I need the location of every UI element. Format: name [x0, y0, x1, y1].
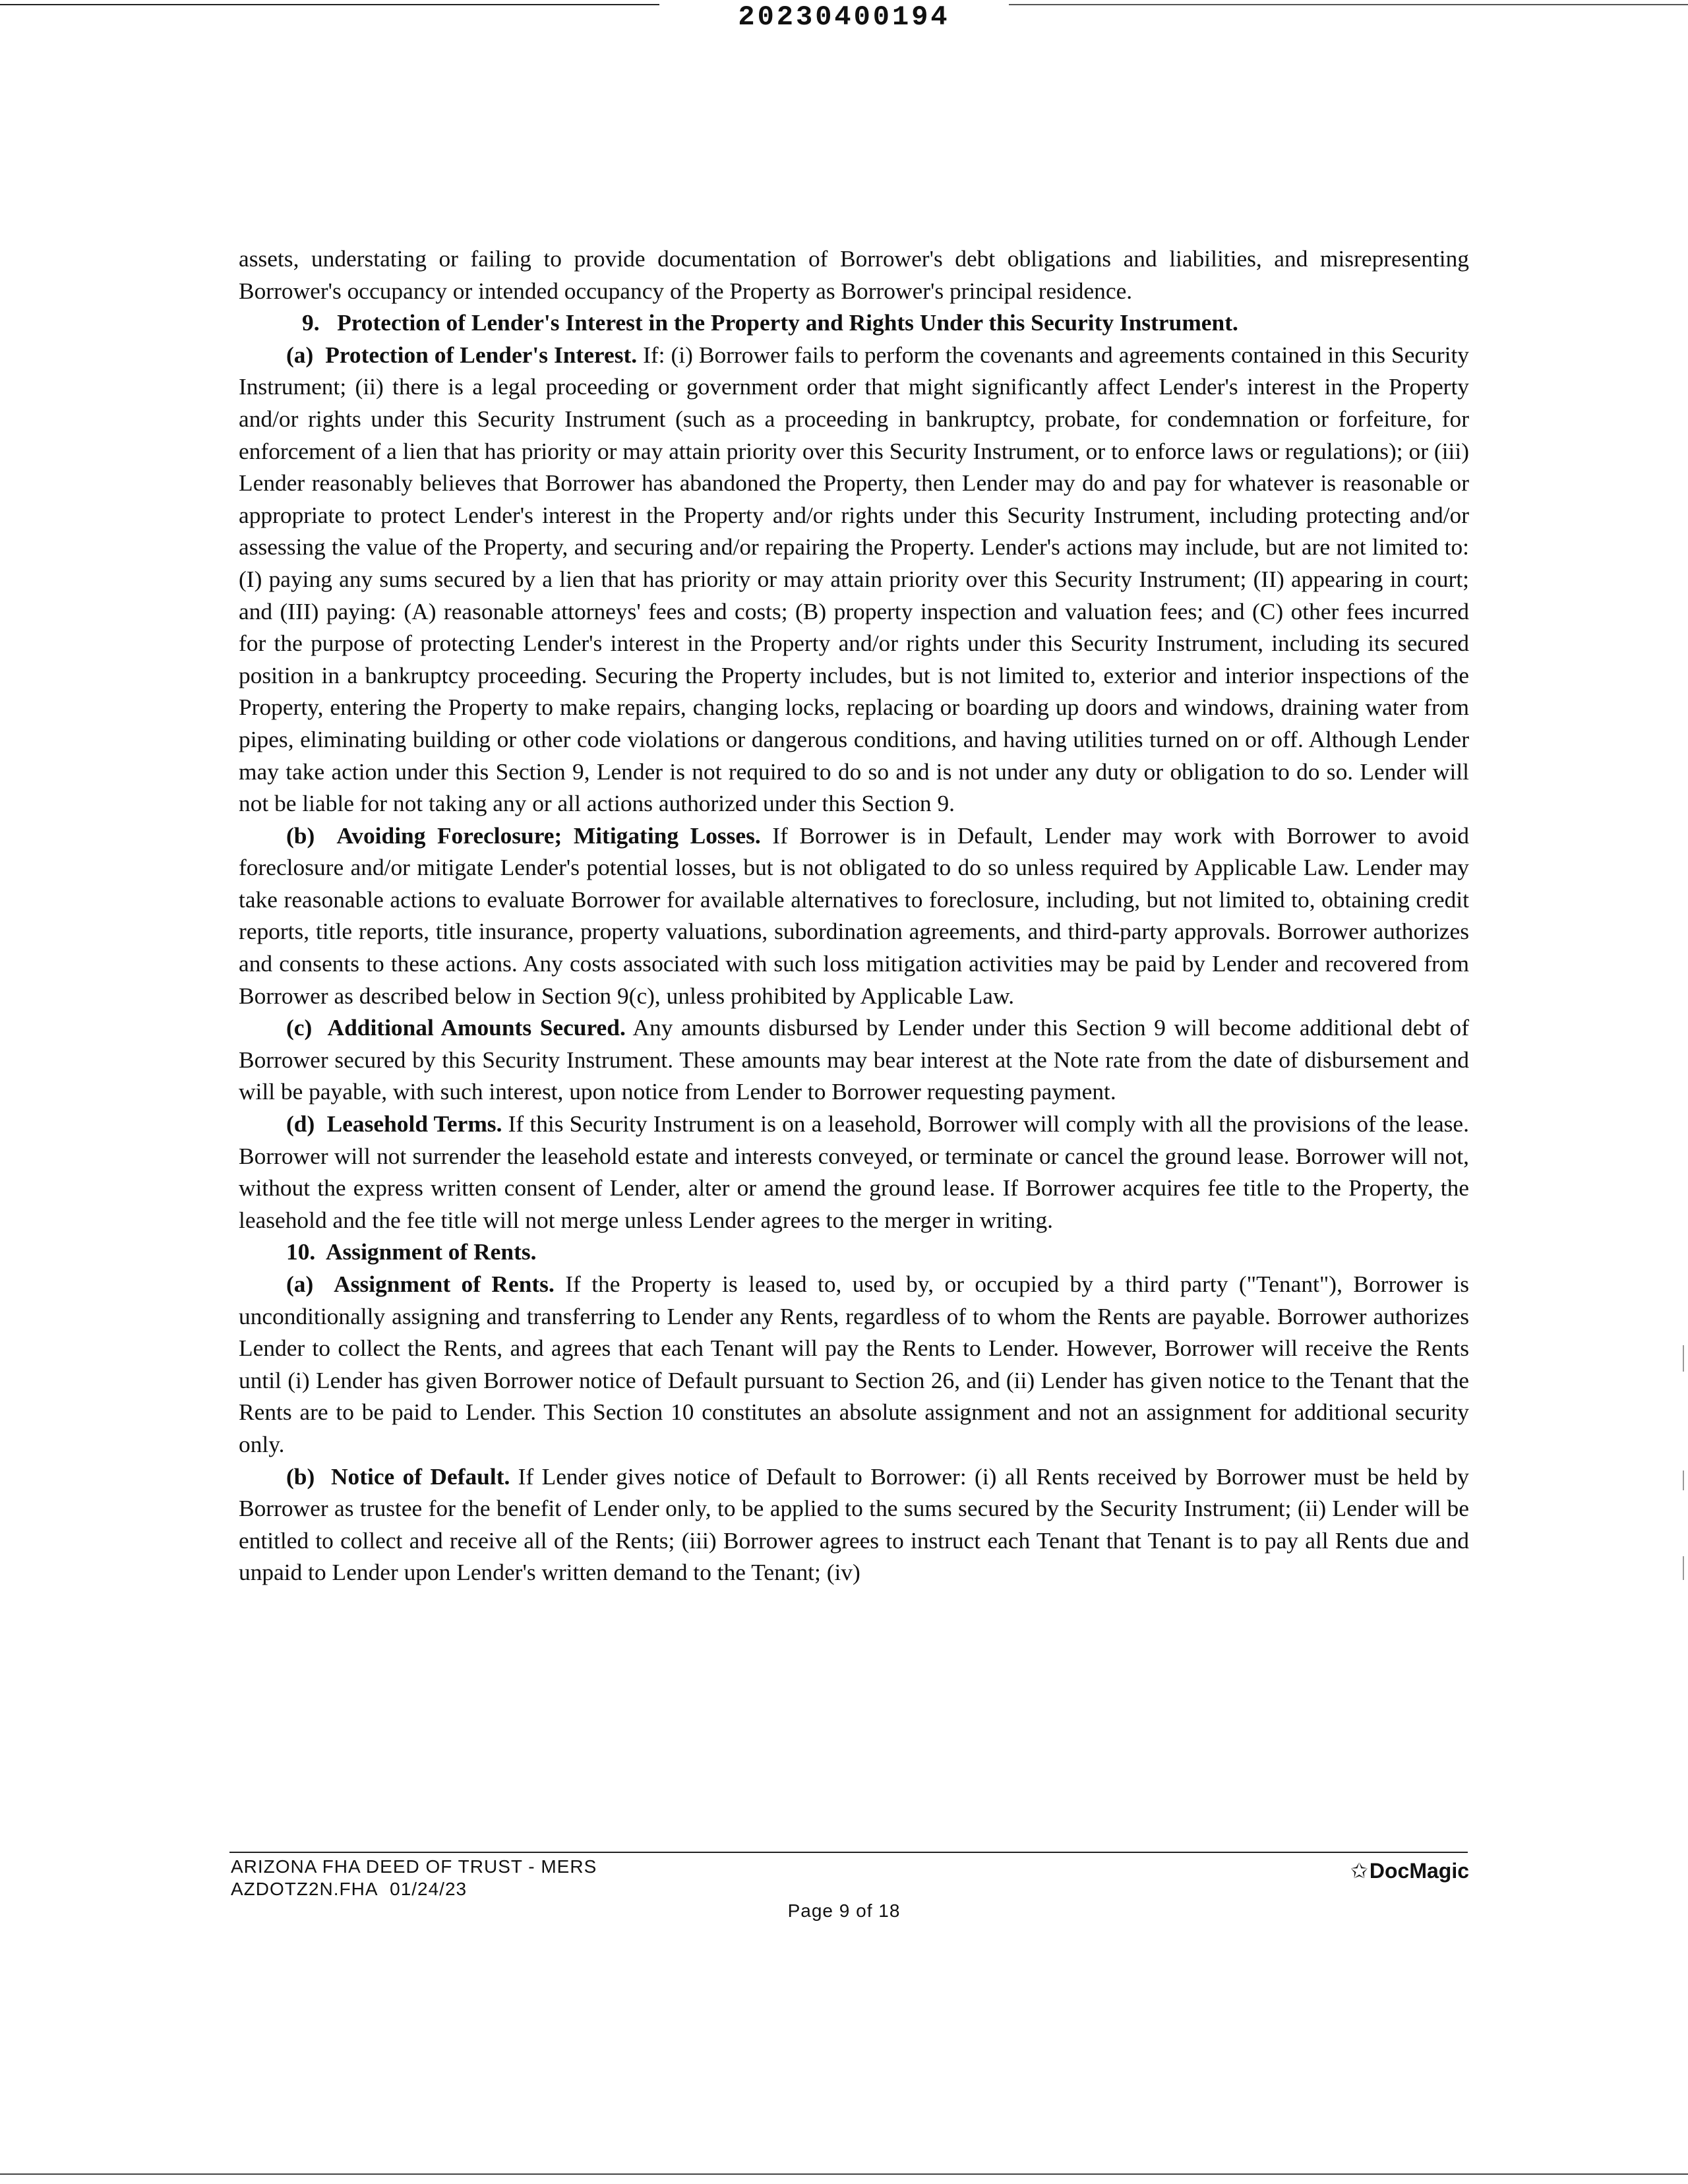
section-9-heading: 9. Protection of Lender's Interest in the Property and Rights Under this Security Instrument. — [302, 309, 1238, 336]
section-10-heading-paragraph — [239, 1236, 1469, 1268]
footer-form-info — [231, 1856, 597, 1900]
section-10b-text: If Lender gives notice of Default to Borrower: (i) all Rents received by Borrower must be held by Borrower as trustee for the benefit of Lender only, to be applied to the sums secured by the Security Instrument; (ii) Lender will be entitled to collect and receive all of the Rents; (iii) Borrower agrees to instruct each Tenant that Tenant is to pay all Rents due and unpaid to Lender upon Lender's written demand to the Tenant; (iv) — [239, 1463, 1469, 1586]
footer-form-code: AZDOTZ2N.FHA 01/24/23 — [231, 1879, 467, 1899]
docmagic-logo — [1292, 1858, 1469, 1883]
bottom-scan-border — [0, 2173, 1688, 2175]
section-9b-paragraph — [239, 820, 1469, 1012]
section-10-heading: 10. Assignment of Rents. — [286, 1238, 537, 1265]
section-10a-text: If the Property is leased to, used by, or occupied by a third party ("Tenant"), Borrower is unconditionally assigning and transferring to Lender any Rents, regardless of to whom the Rents are payable. Borrower authorizes Lender to collect the Rents, and agrees that each Tenant will pay the Rents to Lender. However, Borrower will receive the Rents until (i) Lender has given Borrower notice of Default pursuant to Section 26, and (ii) Lender has given notice to the Tenant that the Rents are to be paid to Lender. This Section 10 constitutes an absolute assignment and not an assignment for additional security only. — [239, 1271, 1469, 1457]
section-10b-heading: (b) Notice of Default. — [286, 1463, 510, 1490]
document-body — [239, 243, 1469, 1589]
section-9a-heading: (a) Protection of Lender's Interest. — [286, 341, 638, 368]
section-10a-heading: (a) Assignment of Rents. — [286, 1271, 555, 1297]
section-9d-paragraph — [239, 1108, 1469, 1236]
section-9a-text: If: (i) Borrower fails to perform the covenants and agreements contained in this Security Instrument; (ii) there is a legal proceeding or government order that might significantly affect Lender's interest in the Property and/or rights under this Security Instrument (such as a proceeding in bankruptcy, probate, for condemnation or forfeiture, for enforcement of a lien that has priority or may attain priority over this Security Instrument, or to enforce laws or regulations); or (iii) Lender reasonably believes that Borrower has abandoned the Property, then Lender may do and pay for whatever is reasonable or appropriate to protect Lender's interest in the Property and/or rights under this Security Instrument, including protecting and/or assessing the value of the Property, and securing and/or repairing the Property. Lender's actions may include, but are not limited to: (I) paying any sums secured by a lien that has priority or may attain priority over this Security Instrument; (II) appearing in court; and (III) paying: (A) reasonable attorneys' fees and costs; (B) property inspection and valuation fees; and (C) other fees incurred for the purpose of protecting Lender's interest in the Property and/or rights under this Security Instrument, including its secured position in a bankruptcy proceeding. Securing the Property includes, but is not limited to, exterior and interior inspections of the Property, entering the Property to make repairs, changing locks, replacing or boarding up doors and windows, draining water from pipes, eliminating building or other code violations or dangerous conditions, and having utilities turned on or off. Although Lender may take action under this Section 9, Lender is not required to do so and is not under any duty or obligation to do so. Lender will not be liable for not taking any or all actions authorized under this Section 9. — [239, 341, 1469, 817]
section-9c-text: Any amounts disbursed by Lender under this Section 9 will become additional debt of Borrower secured by this Security Instrument. These amounts may bear interest at the Note rate from the date of disbursement and will be payable, with such interest, upon notice from Lender to Borrower requesting payment. — [239, 1014, 1469, 1105]
section-10a-paragraph — [239, 1268, 1469, 1461]
section-9b-text: If Borrower is in Default, Lender may work with Borrower to avoid foreclosure and/or mitigate Lender's potential losses, but is not obligated to do so unless required by Applicable Law. Lender may take reasonable actions to evaluate Borrower for available alternatives to foreclosure, including, but not limited to, obtaining credit reports, title reports, title insurance, property valuations, subordination agreements, and third-party approvals. Borrower authorizes and consents to these actions. Any costs associated with such loss mitigation activities may be paid by Lender and recovered from Borrower as described below in Section 9(c), unless prohibited by Applicable Law. — [239, 822, 1469, 1009]
recording-number: 20230400194 — [738, 1, 950, 33]
section-9c-paragraph — [239, 1012, 1469, 1108]
section-9d-heading: (d) Leasehold Terms. — [286, 1110, 502, 1138]
footer-form-title: ARIZONA FHA DEED OF TRUST - MERS — [231, 1856, 597, 1877]
page-number: Page 9 of 18 — [787, 1900, 901, 1921]
paragraph-assets-continuation: assets, understating or failing to provide documentation of Borrower's debt obligations and liabilities, and misrepresenting Borrower's occupancy or intended occupancy of the Property as Borrower's principal residence. — [239, 245, 1469, 304]
section-9d-text: If this Security Instrument is on a leasehold, Borrower will comply with all the provisions of the lease. Borrower will not surrender the leasehold estate and interests conveyed, or terminate or cancel the ground lease. Borrower will not, without the express written consent of Lender, alter or amend the ground lease. If Borrower acquires fee title to the Property, the leasehold and the fee title will not merge unless Lender agrees to the merger in writing. — [239, 1110, 1469, 1233]
section-9a-paragraph — [239, 339, 1469, 820]
scan-edge-mark — [1683, 1556, 1684, 1580]
section-10b-paragraph — [239, 1461, 1469, 1589]
star-icon: ✩ — [1350, 1859, 1368, 1883]
docmagic-brand-name: DocMagic — [1369, 1859, 1469, 1883]
section-9c-heading: (c) Additional Amounts Secured. — [286, 1014, 626, 1041]
footer-divider — [229, 1852, 1468, 1853]
scan-edge-mark — [1683, 1345, 1684, 1372]
scan-edge-mark — [1683, 1471, 1684, 1490]
section-9b-heading: (b) Avoiding Foreclosure; Mitigating Losses. — [286, 822, 761, 849]
